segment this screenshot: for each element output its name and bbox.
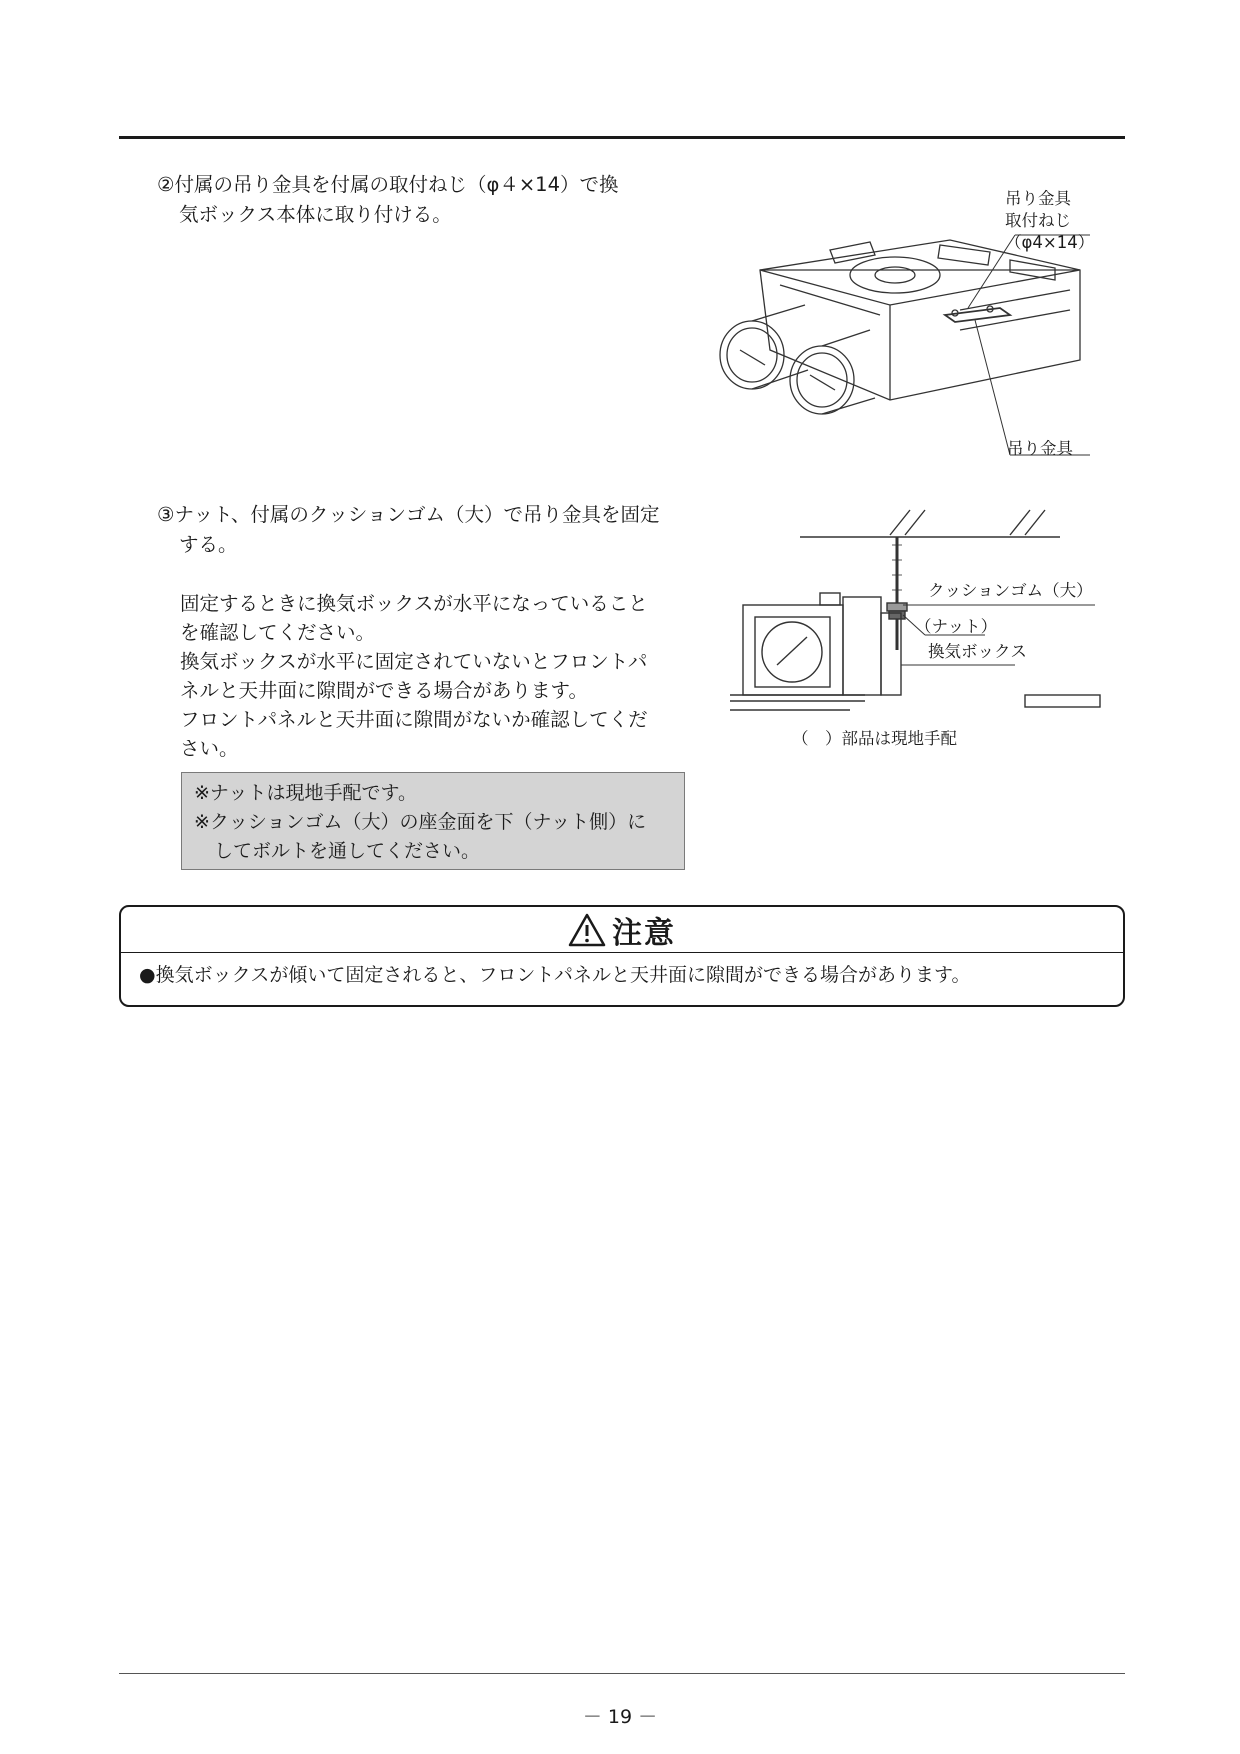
- caution-header: [121, 907, 1123, 953]
- note-line-2: ※クッションゴム（大）の座金面を下（ナット側）に: [194, 811, 647, 833]
- step-2-line-1: ②付属の吊り金具を付属の取付ねじ（φ４×14）で換: [157, 173, 619, 196]
- note-box: [181, 772, 685, 870]
- note-line-3: してボルトを通してください。: [214, 840, 481, 862]
- para-line: 換気ボックスが水平に固定されていないとフロントパ: [180, 650, 648, 673]
- warning-triangle-icon: [568, 913, 606, 947]
- figure-2-caption: （ ）部品は現地手配: [792, 729, 957, 748]
- label-vent-box: 換気ボックス: [928, 642, 1027, 661]
- step-3-paragraph: [180, 589, 690, 763]
- suspension-side-figure: [725, 505, 1105, 715]
- label-cushion-rubber: クッションゴム（大）: [928, 581, 1093, 600]
- caution-box: [119, 905, 1125, 1007]
- label-bracket-screw-3: （φ4×14）: [1005, 233, 1095, 252]
- step-2-line-2: 気ボックス本体に取り付ける。: [179, 203, 452, 226]
- label-nut: （ナット）: [915, 617, 998, 636]
- step-3-text: [157, 500, 687, 560]
- label-bracket-screw-1: 吊り金具: [1005, 189, 1071, 208]
- caution-body: ●換気ボックスが傾いて固定されると、フロントパネルと天井面に隙間ができる場合があります。: [139, 964, 971, 986]
- para-line: 固定するときに換気ボックスが水平になっていること: [180, 592, 648, 615]
- step-3-line-1: ③ナット、付属のクッションゴム（大）で吊り金具を固定: [157, 503, 660, 526]
- page-number: － 19 －: [582, 1706, 658, 1728]
- label-bracket-screw-2: 取付ねじ: [1005, 211, 1071, 230]
- caution-title: 注意: [612, 915, 676, 951]
- para-line: フロントパネルと天井面に隙間がないか確認してくだ: [180, 708, 648, 731]
- para-line: さい。: [180, 737, 239, 760]
- footer-rule: [119, 1673, 1125, 1674]
- note-line-1: ※ナットは現地手配です。: [194, 782, 418, 804]
- step-3-line-2: する。: [179, 533, 238, 556]
- step-2-text: [157, 170, 687, 230]
- para-line: ネルと天井面に隙間ができる場合があります。: [180, 679, 588, 702]
- label-bracket: 吊り金具: [1007, 439, 1073, 458]
- para-line: を確認してください。: [180, 621, 376, 644]
- header-rule: [119, 136, 1125, 139]
